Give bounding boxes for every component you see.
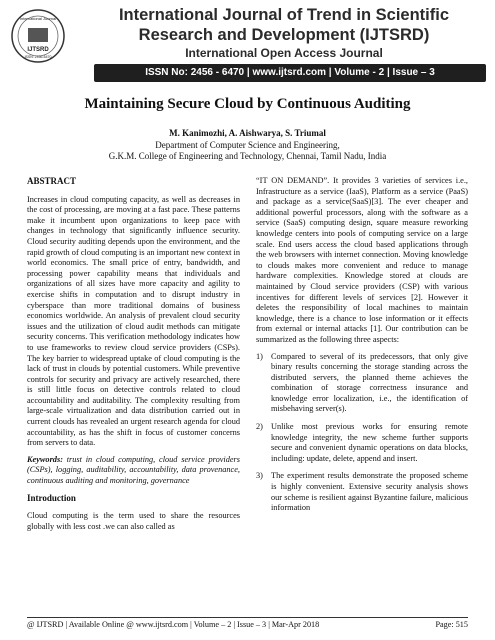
list-item-text: Unlike most previous works for ensuring remote knowledge integrity, the new scheme further supports secure and convenient dynamic operations on data blocks, including: update, delete, append and insert. [271,422,468,463]
list-item-text: Compared to several of its predecessors, that only give binary results concerning the storage standing across the distributed servers, the planned theme achieves the combination of storage correctness insurance and knowledge error localization, i.e., the identification of misbehaving server(s). [271,351,468,414]
intro-continued: “IT ON DEMAND”. It provides 3 varieties of services i.e., Infrastructure as a service (IaaS), Platform as a service (PaaS) and package as a service(SaaS)[3]. The ever cheaper and additional powerful processors, along with the software as a service (SaaS) computing design, square measure reworking knowledge centers into pools of computing service on a large scale. End users access the cloud based applications through the web browsers with internet connection. Moving knowledge to clouds makes more convenient and reduce to manage hardware complexities. Knowledge stored at clouds are maintained by Cloud service providers (CSP) with various incentives for different levels of services [2]. However it deletes the responsibility of local machines to maintain knowledge, there is a chance to lose information or it effects from external or internal attacks [1]. Our contribution can be summarized as the following three aspects: [256,176,468,344]
authors: M. Kanimozhi, A. Aishwarya, S. Triumal [169,128,326,138]
logo-mid-text: IJTSRD [27,47,49,53]
list-item-number: 2) [256,422,263,432]
journal-header [0,0,495,82]
list-item-number: 3) [256,471,263,481]
intro-heading: Introduction [27,492,76,503]
list-item [256,352,468,416]
footer-divider [27,617,468,618]
keywords [27,455,240,487]
page-footer [27,620,468,629]
affiliation-department: Department of Computer Science and Engineering, [155,140,340,150]
open-access-label: International Open Access Journal [185,46,383,60]
journal-title: International Journal of Trend in Scientific Research and Development (IJTSRD) [118,6,450,44]
footer-citation: @ IJTSRD | Available Online @ www.ijtsrd.com | Volume – 2 | Issue – 3 | Mar-Apr 2018 [27,620,320,629]
right-column [256,176,468,521]
abstract-heading: ABSTRACT [27,176,77,186]
issn-bar: ISSN No: 2456 - 6470 | www.ijtsrd.com | Volume - 2 | Issue – 3 [94,64,486,82]
list-item [256,471,468,513]
affiliation-college: G.K.M. College of Engineering and Technology, Chennai, Tamil Nadu, India [108,151,387,161]
list-item-number: 1) [256,351,263,361]
keywords-text: trust in cloud computing, cloud service providers (CSPs), logging, auditability, accountability, data provenance, continuous auditing and monitoring, governance [27,454,240,486]
list-item-text: The experiment results demonstrate the proposed scheme is highly convenient. Extensive security analysis shows our scheme is resilient against Byzantine failure, malicious information [271,471,468,513]
keywords-label: Keywords: [27,454,63,464]
list-item [256,422,468,464]
contribution-list [256,352,468,514]
logo-top-text: International Journal [19,16,57,21]
journal-seal-icon [10,6,66,66]
abstract-text: Increases in cloud computing capacity, as well as decreases in the cost of processing, are moving at a fast pace. These patterns make it incumbent upon organizations to keep pace with changes in technology that significantly influence security. Cloud security auditing depends upon the environment, and the rapid growth of cloud computing is an important new context in world economics. The small price of entry, bandwidth, and processing power capability means that individuals and organizations of all sizes have more capacity and agility to exercise shifts in computation and to disrupt industry in cyberspace than more traditional domains of business economics worldwide. An analysis of prevalent cloud security issues and the utilization of cloud audit methods can mitigate security concerns. This verification methodology indicates how to use frameworks to review cloud service providers (CSPs). The key barrier to widespread uptake of cloud computing is the lack of trust in clouds by potential customers. While preventive controls for security and privacy are actively researched, there is still little focus on detective controls related to cloud accountability and auditability. The complexity resulting from large-scale virtualization and data distribution carried out in current clouds has revealed an urgent research agenda for cloud accountability, as has the shift in focus of customer concerns from servers to data. [27,194,240,448]
intro-text: Cloud computing is the term used to share the resources globally with less cost .we can also called as [27,511,240,531]
logo-bottom-text: ISSN: 2456-6470 [24,55,52,59]
page-number: Page: 515 [435,620,468,629]
paper-title: Maintaining Secure Cloud by Continuous Auditing [84,96,411,112]
left-column [27,176,240,538]
